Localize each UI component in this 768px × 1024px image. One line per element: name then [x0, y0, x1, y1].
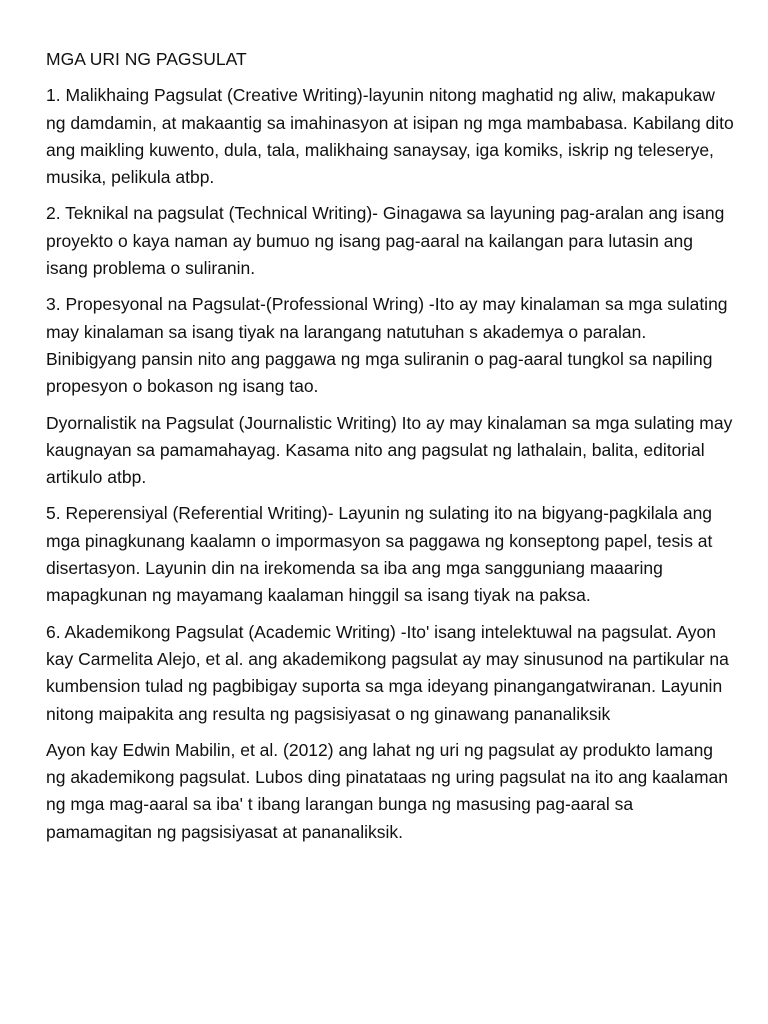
paragraph-referential-writing: 5. Reperensiyal (Referential Writing)- Layunin ng sulating ito na bigyang-pagkilala ang mga pinagkunang kaalamn o impormasyon sa paggawa ng konseptong papel, tesis at disertasyon. Layunin din na irekomenda sa iba ang mga sangguniang maaaring mapagkunan ng mayamang kaalaman hinggil sa isang tiyak na paksa. — [46, 503, 713, 606]
document-page — [46, 46, 736, 855]
paragraph-professional-writing: 3. Propesyonal na Pagsulat-(Professional Wring) -Ito ay may kinalaman sa mga sulating may kinalaman sa isang tiyak na larangang natutuhan s akademya o paralan. Binibigyang pansin nito ang paggawa ng mga suliranin o pag-aaral tungkol sa napiling propesyon o bokason ng isang tao. — [46, 294, 728, 397]
paragraph-journalistic-writing: Dyornalistik na Pagsulat (Journalistic Writing) Ito ay may kinalaman sa mga sulating may kaugnayan sa pamamahayag. Kasama nito ang pagsulat ng lathalain, balita, editorial artikulo atbp. — [46, 412, 733, 488]
document-title: MGA URI NG PAGSULAT — [46, 49, 247, 69]
paragraph-technical-writing: 2. Teknikal na pagsulat (Technical Writing)- Ginagawa sa layuning pag-aralan ang isang proyekto o kaya naman ay bumuo ng isang pag-aaral na kailangan para lutasin ang isang problema o suliranin. — [46, 203, 725, 279]
paragraph-academic-writing: 6. Akademikong Pagsulat (Academic Writing) -Ito' isang intelektuwal na pagsulat. Ayon kay Carmelita Alejo, et al. ang akademikong pagsulat ay may sinusunod na partikular na kumbension tulad ng pagbibigay suporta sa mga ideyang pinangangatwiranan. Layunin nitong maipakita ang resulta ng pagsisiyasat o ng ginawang pananaliksik — [46, 621, 729, 724]
paragraph-conclusion: Ayon kay Edwin Mabilin, et al. (2012) ang lahat ng uri ng pagsulat ay produkto lamang ng akademikong pagsulat. Lubos ding pinatataas ng uring pagsulat na ito ang kaalaman ng mga mag-aaral sa iba' t ibang larangan bunga ng masusing pag-aaral sa pamamagitan ng pagsisiyasat at pananaliksik. — [46, 739, 729, 842]
paragraph-creative-writing: 1. Malikhaing Pagsulat (Creative Writing)-layunin nitong maghatid ng aliw, makapukaw ng damdamin, at makaantig sa imahinasyon at isipan ng mga mambabasa. Kabilang dito ang maikling kuwento, dula, tala, malikhaing sanaysay, iga komiks, iskrip ng teleserye, musika, pelikula atbp. — [46, 85, 734, 188]
